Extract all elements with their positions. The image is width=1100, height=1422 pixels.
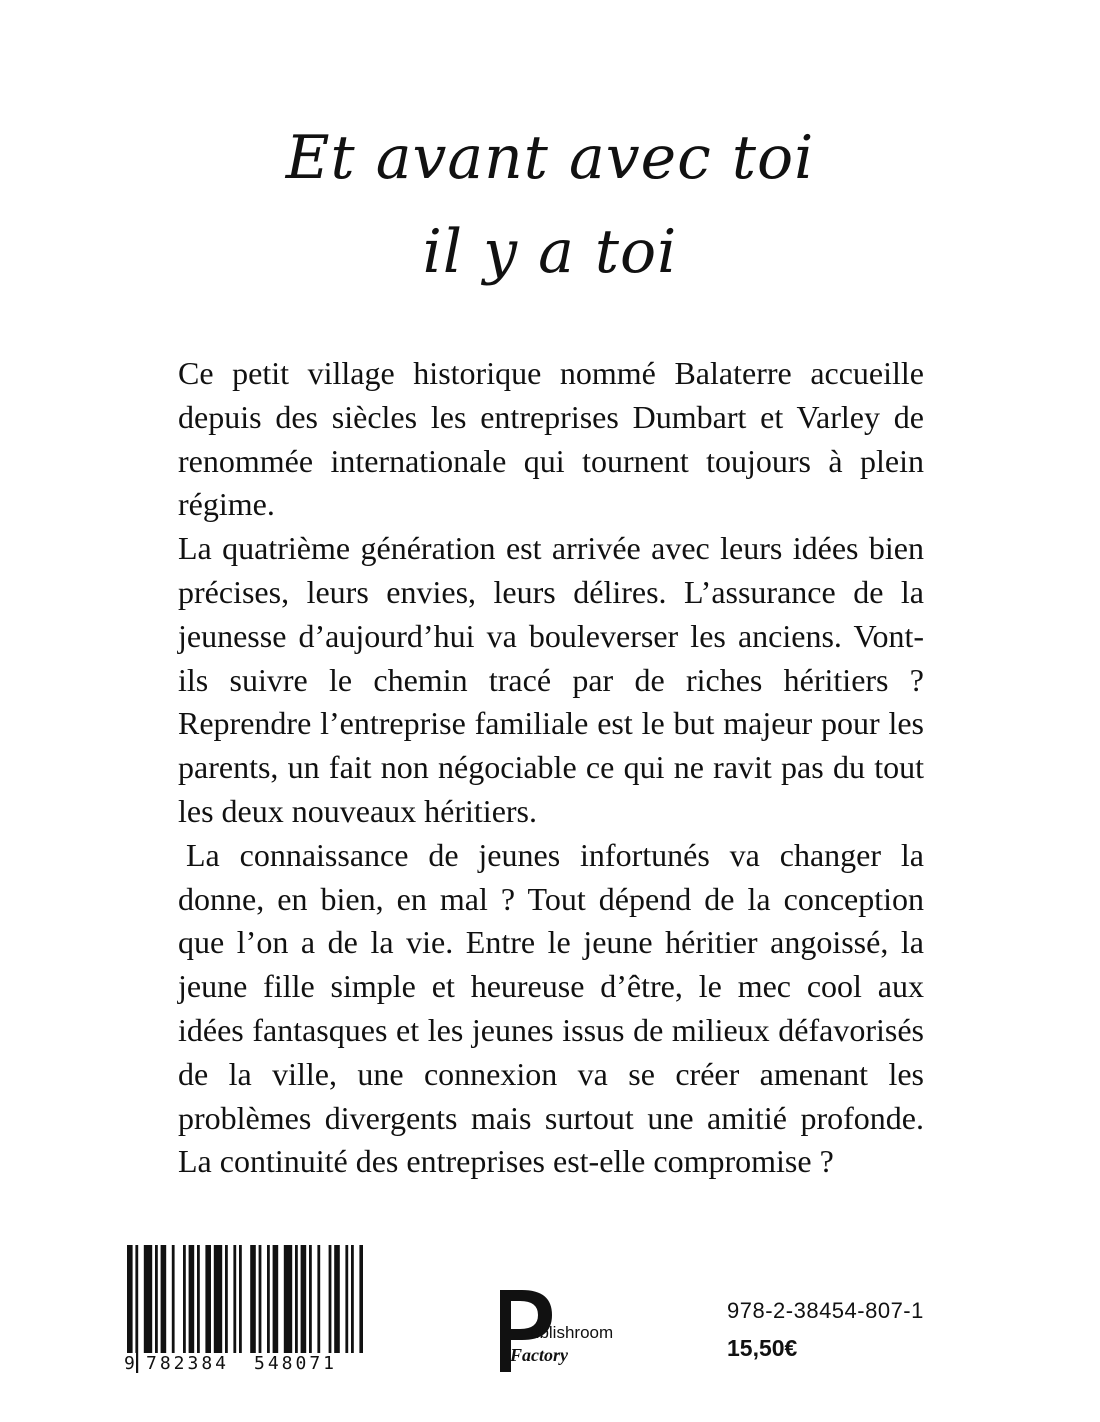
book-price: 15,50€: [727, 1335, 798, 1361]
book-title-line-1: Et avant avec toi: [285, 123, 815, 193]
barcode-bar: [284, 1245, 292, 1353]
barcode-bar: [250, 1245, 256, 1353]
barcode-bar: [359, 1245, 363, 1353]
isbn-barcode: [123, 1245, 363, 1380]
publisher-subname: Factory: [510, 1345, 568, 1365]
barcode-bar: [161, 1245, 167, 1353]
barcode-bar: [334, 1245, 340, 1353]
book-title-line-2: il y a toi: [422, 217, 678, 287]
barcode-bar: [273, 1245, 279, 1353]
barcode-bar: [155, 1245, 158, 1353]
blurb-paragraph-1: Ce petit village historique nommé Balaterre accueille depuis des siècles les entreprises Dumbart et Varley de renommée internationale qui tournent toujours à plein régime.: [178, 355, 924, 523]
barcode-bar: [267, 1245, 270, 1353]
barcode-bar: [225, 1245, 228, 1353]
publisher-name: ublishroom: [530, 1323, 614, 1342]
barcode-bar: [233, 1245, 236, 1353]
barcode-bar: [183, 1245, 186, 1353]
barcode-bar: [189, 1245, 195, 1353]
blurb-paragraph-2: La quatrième génération est arrivée avec leurs idées bien précises, leurs envies, leurs délires. L’assurance de la jeunesse d’aujourd’hui va bouleverser les anciens. Vont-ils suivre le chemin tracé par de riches héritiers ? Reprendre l’entreprise familiale est le but majeur pour les parents, un fait non négociable ce qui ne ravit pas du tout les deux nouveaux héritiers.: [178, 530, 924, 829]
barcode-bar: [329, 1245, 332, 1353]
barcode-bar: [317, 1245, 320, 1353]
barcode-bar: [351, 1245, 354, 1353]
barcode-bar: [345, 1245, 348, 1353]
barcode-digits: [123, 1353, 363, 1379]
barcode-bar: [295, 1245, 298, 1353]
barcode-bar: [205, 1245, 211, 1353]
barcode-right-digits: 548071: [254, 1353, 338, 1374]
barcode-bar: [197, 1245, 200, 1353]
barcode-left-digits: 782384: [146, 1353, 230, 1374]
barcode-bar: [239, 1245, 242, 1353]
barcode-bar: [172, 1245, 175, 1353]
barcode-bar: [259, 1245, 262, 1353]
isbn-number: 978-2-38454-807-1: [727, 1298, 924, 1323]
barcode-bar: [144, 1245, 152, 1353]
barcode-bar: [214, 1245, 222, 1353]
back-cover-blurb: [178, 352, 924, 1184]
publisher-logo: [500, 1290, 640, 1375]
barcode-first-digit: 9: [124, 1353, 135, 1374]
blurb-paragraph-3: La connaissance de jeunes infortunés va changer la donne, en bien, en mal ? Tout dépend de la conception que l’on a de la vie. Entre le jeune héritier angoissé, la jeune fille simple et heureuse d’être, le mec cool aux idées fantasques et les jeunes issus de milieux défavorisés de la ville, une connexion va se créer amenant les problèmes divergents mais surtout une amitié profonde. La continuité des entreprises est-elle compromise ?: [178, 836, 924, 1180]
